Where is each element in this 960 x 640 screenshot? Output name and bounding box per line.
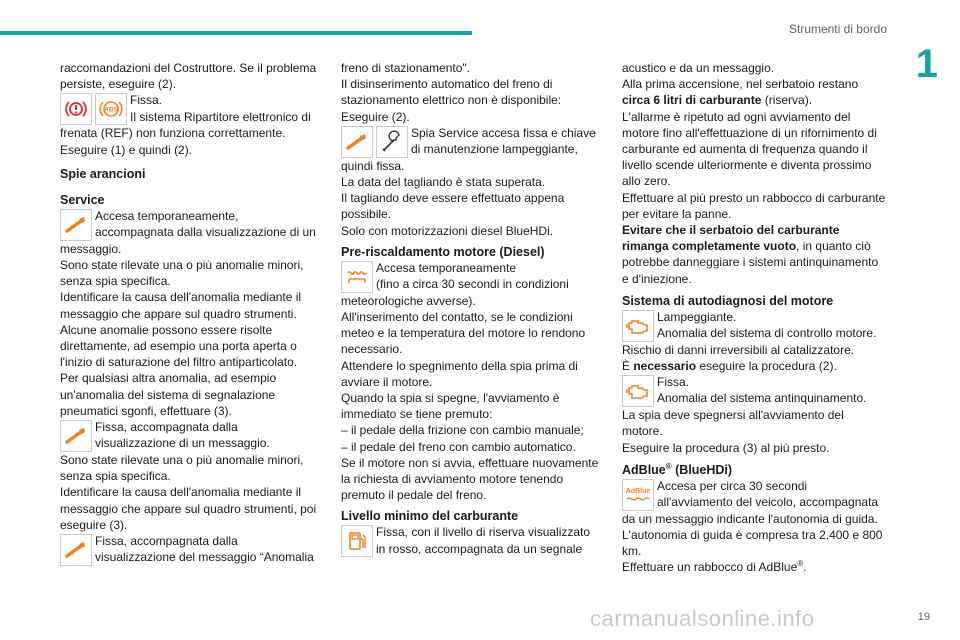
text-span: . [803, 560, 807, 575]
paragraph: meteorologiche avverse). [341, 293, 476, 308]
lamp-preheat [341, 260, 603, 293]
paragraph: La data del tagliando è stata superata. [341, 175, 546, 190]
lamp-status: Accesa temporaneamente [376, 260, 517, 275]
lamp-status: Lampeggiante. [657, 309, 737, 324]
paragraph: Eseguire (2). [341, 109, 410, 124]
heading-livello-carburante: Livello minimo del carburante [341, 509, 519, 524]
lamp-status: Fissa, con il livello di riserva visualizzato [376, 525, 591, 540]
paragraph: quindi fissa. [341, 158, 405, 173]
list-item: – il pedale del freno con cambio automatico. [341, 439, 576, 454]
service-wrench-icon [341, 126, 373, 158]
emphasis: necessario [633, 359, 697, 374]
text-span: , in quanto ciò potrebbe danneggiare i sistemi antinquinamento e d'iniezione. [622, 239, 879, 286]
lamp-status: Fissa. [657, 375, 690, 390]
glow-plug-icon [341, 261, 373, 293]
paragraph: freno di stazionamento". [341, 61, 470, 75]
text-span: eseguire la procedura (2). [696, 359, 837, 374]
lamp-description: Il sistema Ripartitore elettronico di [130, 109, 311, 124]
heading-autodiagnosi: Sistema di autodiagnosi del motore [622, 293, 834, 308]
paragraph [622, 222, 886, 287]
paragraph: L'autonomia di guida è compresa tra 2.400 e 800 km. [622, 528, 883, 559]
header-accent-bar [0, 31, 472, 35]
lamp-service-3 [60, 533, 322, 566]
paragraph: Attendere lo spegnimento della spia prima di avviare il motore. [341, 358, 578, 389]
paragraph: Eseguire (1) e quindi (2). [60, 142, 193, 157]
paragraph: L'allarme è ripetuto ad ogni avviamento del motore fino all'effettuazione di un rifornimento di carburante ed aumenta di frequenza quando il livello scende ulteriormente e diventa prossimo allo zero. [622, 109, 877, 189]
lamp-description: (fino a circa 30 secondi in condizioni [376, 277, 569, 292]
paragraph: Eseguire la procedura (3) al più presto. [622, 440, 830, 455]
paragraph: Identificare la causa dell'anomalia mediante il messaggio che appare sul quadro strumenti, poi eseguire (3). [60, 485, 317, 532]
column-2 [341, 60, 603, 557]
lamp-status: Spia Service accesa fissa e chiave [411, 125, 596, 140]
paragraph: Sono state rilevate una o più anomalie minori, senza spia specifica. [60, 258, 304, 289]
lamp-description: visualizzazione del messaggio “Anomalia [95, 550, 314, 565]
svg-text:ABS: ABS [104, 106, 118, 114]
paragraph: Identificare la causa dell'anomalia mediante il messaggio che appare sul quadro strumenti. [60, 290, 302, 321]
heading-adblue [622, 462, 886, 478]
paragraph: raccomandazioni del Costruttore. Se il problema persiste, eseguire (2). [60, 61, 317, 92]
column-3 [622, 60, 886, 576]
engine-check-icon [622, 375, 654, 407]
lamp-status: Fissa. [130, 93, 163, 108]
emphasis: circa 6 litri di carburante [622, 93, 762, 108]
list-item: – il pedale della frizione con cambio manuale; [341, 423, 584, 438]
lamp-adblue [622, 478, 886, 511]
watermark: carmanualsonline.info [590, 606, 815, 631]
paragraph: Quando la spia si spegne, l'avviamento è immediato se tiene premuto: [341, 391, 560, 422]
lamp-description: Anomalia del sistema di controllo motore. [657, 326, 877, 341]
paragraph: Per qualsiasi altra anomalia, ad esempio un'anomalia del sistema di segnalazione pneumatici sgonfi, effettuare (3). [60, 371, 277, 418]
paragraph: Il disinserimento automatico del freno di stazionamento elettrico non è disponibile: [341, 77, 562, 108]
lamp-status: Accesa per circa 30 secondi [657, 478, 808, 493]
paragraph: Solo con motorizzazioni diesel BlueHDi. [341, 223, 554, 238]
paragraph: Se il motore non si avvia, effettuare nuovamente la richiesta di avviamento motore tenendo premuto il pedale del freno. [341, 455, 599, 503]
adblue-icon [622, 479, 654, 511]
paragraph: messaggio. [60, 241, 122, 256]
service-wrench-icon [60, 209, 92, 241]
lamp-service-1 [60, 208, 322, 241]
paragraph: acustico e da un messaggio. [622, 61, 775, 75]
abs-warning-icon [95, 93, 127, 125]
emphasis: Evitare che il serbatoio del carburante rimanga completamente vuoto [622, 223, 840, 254]
lamp-service-2 [60, 419, 322, 452]
lamp-status: Fissa, accompagnata dalla [95, 420, 238, 435]
engine-check-icon [622, 310, 654, 342]
lamp-engine-diag-1 [622, 309, 886, 342]
paragraph [622, 76, 886, 108]
adblue-icon-label: AdBlue [625, 487, 651, 495]
section-title: Strumenti di bordo [788, 22, 887, 36]
text-span: È [622, 359, 634, 374]
chapter-number: 1 [915, 42, 938, 86]
brake-warning-icon [60, 93, 92, 125]
text-span: (riserva). [761, 93, 813, 108]
maintenance-key-icon [376, 126, 408, 158]
lamp-fuel [341, 524, 603, 557]
lamp-description: visualizzazione di un messaggio. [95, 436, 270, 451]
paragraph [622, 559, 886, 575]
lamp-ref [60, 92, 322, 125]
paragraph: Il tagliando deve essere effettuato appena possibile. [341, 191, 565, 222]
paragraph [622, 358, 886, 374]
lamp-status: Accesa temporaneamente, [95, 208, 239, 223]
paragraph: La spia deve spegnersi all'avviamento del motore. [622, 408, 844, 439]
paragraph: All'inserimento del contatto, se le condizioni meteo e la temperatura del motore lo rendono necessario. [341, 310, 586, 357]
heading-preriscaldamento: Pre-riscaldamento motore (Diesel) [341, 244, 545, 259]
lamp-description: all'avviamento del veicolo, accompagnata [657, 495, 879, 510]
paragraph: Sono state rilevate una o più anomalie minori, senza spia specifica. [60, 453, 304, 484]
page-number: 19 [917, 611, 930, 623]
heading-spie-arancioni: Spie arancioni [60, 166, 146, 181]
service-wrench-icon [60, 420, 92, 452]
service-wrench-icon [60, 534, 92, 566]
registered-mark: ® [797, 559, 804, 569]
paragraph: Alcune anomalie possono essere risolte direttamente, ad esempio una porta aperta o l'inizio di saturazione del filtro antiparticolato. [60, 322, 298, 370]
lamp-status: Fissa, accompagnata dalla [95, 534, 238, 549]
lamp-description: in rosso, accompagnata da un segnale [376, 541, 583, 556]
lamp-service-key [341, 125, 603, 158]
column-1 [60, 60, 322, 566]
registered-mark: ® [665, 461, 672, 471]
lamp-engine-diag-2 [622, 374, 886, 407]
lamp-description: Anomalia del sistema antinquinamento. [657, 391, 867, 406]
text-span: Effettuare un rabbocco di AdBlue [622, 560, 798, 575]
lamp-description: accompagnata dalla visualizzazione di un [95, 225, 316, 240]
fuel-pump-icon [341, 525, 373, 557]
text-span: AdBlue [622, 462, 666, 477]
heading-service: Service [60, 192, 105, 207]
text-span: (BlueHDi) [671, 462, 733, 477]
lamp-description: di manutenzione lampeggiante, [411, 142, 578, 157]
paragraph: Rischio di danni irreversibili al catalizzatore. [622, 342, 855, 357]
paragraph: frenata (REF) non funziona correttamente. [60, 126, 286, 141]
paragraph: da un messaggio indicante l'autonomia di guida. [622, 511, 878, 526]
paragraph: Effettuare al più presto un rabbocco di carburante per evitare la panne. [622, 190, 886, 221]
text-span: Alla prima accensione, nel serbatoio restano [622, 77, 859, 92]
